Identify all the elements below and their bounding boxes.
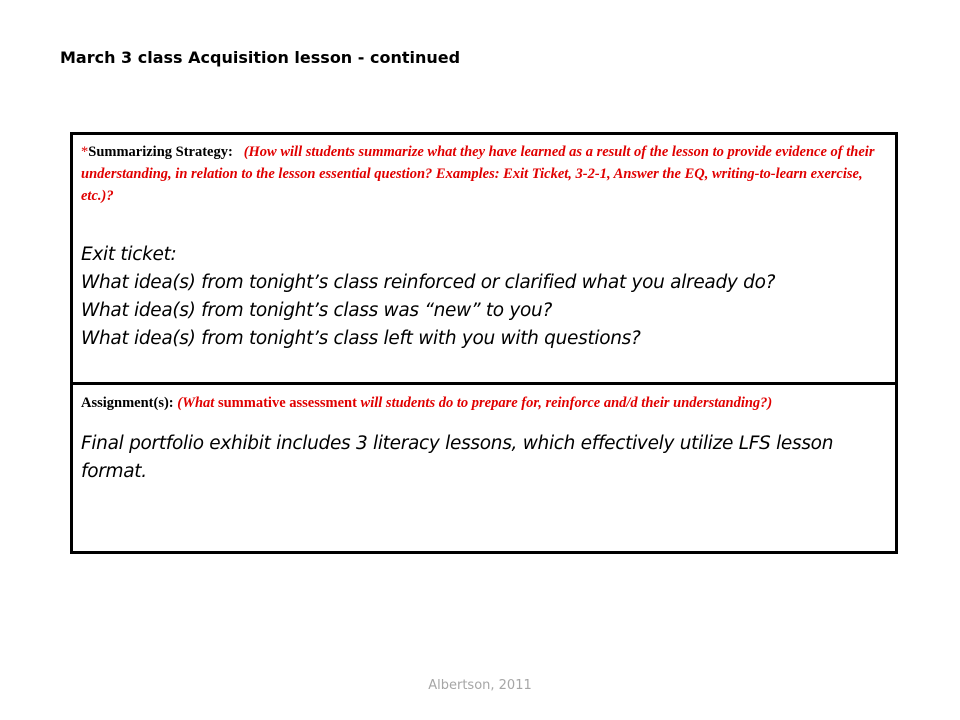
exit-ticket-line: What idea(s) from tonight’s class reinforced or clarified what you already do? (81, 272, 776, 293)
exit-ticket-line: What idea(s) from tonight’s class left with you with questions? (81, 328, 641, 349)
summarizing-prompt (81, 141, 887, 207)
summarizing-instructions: (How will students summarize what they have learned as a result of the lesson to provide evidence of their understanding, in relation to the lesson essential question? Examples: Exit Ticket, 3-2-1, Answer the EQ, writing-to-learn exercise, etc.)? (81, 144, 875, 204)
exit-ticket-response (81, 241, 887, 353)
summarizing-label: Summarizing Strategy: (88, 144, 233, 160)
lesson-plan-table (70, 132, 898, 554)
slide-footer: Albertson, 2011 (428, 678, 532, 693)
assignment-prompt (81, 392, 887, 414)
assignment-instructions-emphasis: summative assessment (217, 395, 357, 411)
assignment-label: Assignment(s): (81, 395, 174, 411)
exit-ticket-line: What idea(s) from tonight’s class was “new” to you? (81, 300, 552, 321)
assignment-instructions-part2: will students do to prepare for, reinforce and/d their understanding?) (356, 395, 773, 411)
required-asterisk: * (81, 144, 89, 160)
assignment-cell (73, 388, 895, 551)
summarizing-strategy-cell (73, 135, 895, 385)
exit-ticket-heading: Exit ticket: (81, 244, 177, 265)
assignment-response: Final portfolio exhibit includes 3 literacy lessons, which effectively utilize LFS lesson format. (81, 433, 834, 482)
assignment-instructions-part1: (What (177, 395, 218, 411)
slide-title: March 3 class Acquisition lesson - continued (60, 48, 461, 67)
